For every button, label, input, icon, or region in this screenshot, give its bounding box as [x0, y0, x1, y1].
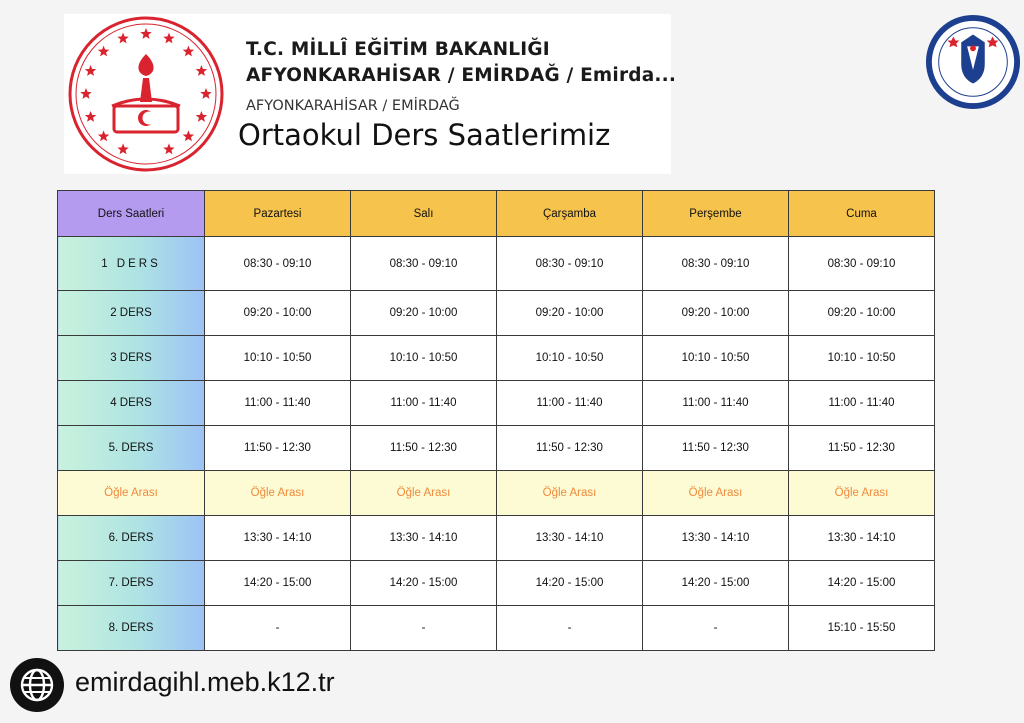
- star-icon: [200, 88, 211, 99]
- lunch-row: [58, 471, 935, 516]
- day-header: Cuma: [789, 191, 935, 237]
- time-cell: 08:30 - 09:10: [789, 237, 935, 291]
- table-row: [58, 561, 935, 606]
- time-cell: 13:30 - 14:10: [205, 516, 351, 561]
- institution-path: AFYONKARAHİSAR / EMİRDAĞ / Emirda...: [246, 65, 677, 86]
- website-link[interactable]: emirdagihl.meb.k12.tr: [75, 667, 335, 697]
- time-cell: 11:50 - 12:30: [351, 426, 497, 471]
- table-row: [58, 606, 935, 651]
- day-header: Pazartesi: [205, 191, 351, 237]
- time-cell: Öğle Arası: [789, 471, 935, 516]
- time-cell: 13:30 - 14:10: [351, 516, 497, 561]
- page-title: Ortaokul Ders Saatlerimiz: [238, 118, 611, 152]
- star-icon: [183, 46, 194, 57]
- time-cell: 14:20 - 15:00: [351, 561, 497, 606]
- day-header: Perşembe: [643, 191, 789, 237]
- time-cell: 10:10 - 10:50: [789, 336, 935, 381]
- lesson-label: 8. DERS: [58, 606, 205, 651]
- time-cell: 13:30 - 14:10: [497, 516, 643, 561]
- time-cell: -: [497, 606, 643, 651]
- star-icon: [98, 130, 109, 141]
- time-cell: 11:00 - 11:40: [351, 381, 497, 426]
- day-header: Salı: [351, 191, 497, 237]
- ministry-name: T.C. MİLLÎ EĞİTİM BAKANLIĞI: [246, 39, 550, 60]
- time-cell: 13:30 - 14:10: [643, 516, 789, 561]
- time-cell: 11:00 - 11:40: [497, 381, 643, 426]
- time-cell: 09:20 - 10:00: [643, 291, 789, 336]
- time-cell: -: [643, 606, 789, 651]
- time-cell: -: [351, 606, 497, 651]
- time-cell: 11:50 - 12:30: [497, 426, 643, 471]
- lesson-label: 6. DERS: [58, 516, 205, 561]
- star-icon: [196, 65, 207, 76]
- table-row: [58, 381, 935, 426]
- time-cell: 11:50 - 12:30: [205, 426, 351, 471]
- time-cell: -: [205, 606, 351, 651]
- time-cell: 11:00 - 11:40: [643, 381, 789, 426]
- lesson-label: Öğle Arası: [58, 471, 205, 516]
- star-icon: [163, 143, 174, 154]
- time-cell: 14:20 - 15:00: [205, 561, 351, 606]
- table-row: [58, 291, 935, 336]
- time-cell: 10:10 - 10:50: [497, 336, 643, 381]
- time-cell: Öğle Arası: [351, 471, 497, 516]
- time-cell: 14:20 - 15:00: [497, 561, 643, 606]
- table-row: [58, 237, 935, 291]
- time-cell: 09:20 - 10:00: [789, 291, 935, 336]
- lesson-label: 4 DERS: [58, 381, 205, 426]
- lesson-label: 1 DERS: [58, 237, 205, 291]
- time-cell: 11:00 - 11:40: [205, 381, 351, 426]
- star-icon: [85, 65, 96, 76]
- star-icon: [163, 33, 174, 44]
- star-icon: [117, 143, 128, 154]
- table-row: [58, 516, 935, 561]
- day-header: Çarşamba: [497, 191, 643, 237]
- schedule-table: [57, 190, 935, 651]
- lesson-label: 3 DERS: [58, 336, 205, 381]
- time-cell: Öğle Arası: [497, 471, 643, 516]
- star-icon: [183, 130, 194, 141]
- time-cell: 14:20 - 15:00: [789, 561, 935, 606]
- star-icon: [140, 28, 151, 39]
- time-cell: 10:10 - 10:50: [205, 336, 351, 381]
- time-cell: 11:00 - 11:40: [789, 381, 935, 426]
- time-cell: 11:50 - 12:30: [789, 426, 935, 471]
- table-header-row: [58, 191, 935, 237]
- time-cell: 08:30 - 09:10: [643, 237, 789, 291]
- star-icon: [196, 111, 207, 122]
- time-cell: 14:20 - 15:00: [643, 561, 789, 606]
- star-icon: [80, 88, 91, 99]
- time-cell: 11:50 - 12:30: [643, 426, 789, 471]
- meb-logo: [66, 14, 226, 174]
- time-cell: 15:10 - 15:50: [789, 606, 935, 651]
- star-icon: [85, 111, 96, 122]
- header-card: [64, 14, 677, 174]
- time-cell: 09:20 - 10:00: [497, 291, 643, 336]
- time-cell: 10:10 - 10:50: [351, 336, 497, 381]
- time-cell: 09:20 - 10:00: [205, 291, 351, 336]
- corner-header: Ders Saatleri: [58, 191, 205, 237]
- star-icon: [117, 33, 128, 44]
- lesson-label: 7. DERS: [58, 561, 205, 606]
- time-cell: 08:30 - 09:10: [497, 237, 643, 291]
- time-cell: 10:10 - 10:50: [643, 336, 789, 381]
- lesson-label: 2 DERS: [58, 291, 205, 336]
- time-cell: 13:30 - 14:10: [789, 516, 935, 561]
- globe-icon: [10, 658, 64, 712]
- location-label: AFYONKARAHİSAR / EMİRDAĞ: [246, 98, 460, 114]
- time-cell: 09:20 - 10:00: [351, 291, 497, 336]
- table-row: [58, 336, 935, 381]
- time-cell: 08:30 - 09:10: [205, 237, 351, 291]
- star-icon: [98, 46, 109, 57]
- table-row: [58, 426, 935, 471]
- school-crest-logo: [924, 13, 1022, 111]
- lesson-label: 5. DERS: [58, 426, 205, 471]
- time-cell: Öğle Arası: [205, 471, 351, 516]
- time-cell: 08:30 - 09:10: [351, 237, 497, 291]
- time-cell: Öğle Arası: [643, 471, 789, 516]
